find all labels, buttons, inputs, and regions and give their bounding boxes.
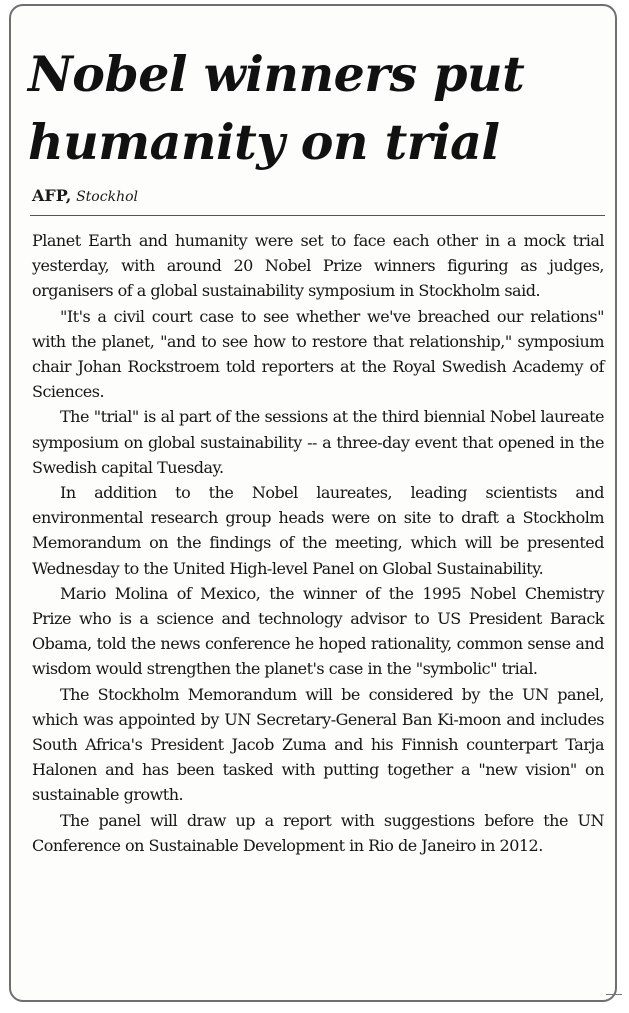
paragraph: The Stockholm Memorandum will be considered by the UN panel, which was appointed by UN Secretary-General Ban Ki-moon and includes South Africa's President Jacob Zuma and his Finnish counterpart Tarja Halonen and has been tasked with putting together a "new vision" on sustainable growth. bbox=[32, 684, 604, 805]
paragraph: Mario Molina of Mexico, the winner of the 1995 Nobel Chemistry Prize who is a science and technology advisor to US President Barack Obama, told the news conference he hoped rationality, common sense and wisdom would strengthen the planet's case in the "symbolic" trial. bbox=[32, 583, 604, 679]
paragraph: In addition to the Nobel laureates, leading scientists and environmental research group heads were on site to draft a Stockholm Memorandum on the findings of the meeting, which will be presented Wednesday to the United High-level Panel on Global Sustainability. bbox=[32, 483, 604, 578]
corner-mark bbox=[606, 994, 622, 995]
paragraph: Planet Earth and humanity were set to face each other in a mock trial yesterday, with around 20 Nobel Prize winners figuring as judges, organisers of a global sustainability symposium in Stockholm said. bbox=[32, 231, 604, 301]
byline bbox=[32, 186, 138, 205]
headline-line-2: humanity on trial bbox=[28, 113, 500, 171]
paragraph: The "trial" is al part of the sessions at the third biennial Nobel laureate symposium on global sustainability -- a three-day event that opened in the Swedish capital Tuesday. bbox=[32, 407, 604, 477]
byline-location: Stockhol bbox=[76, 189, 138, 205]
paragraph: The panel will draw up a report with suggestions before the UN Conference on Sustainable Development in Rio de Janeiro in 2012. bbox=[32, 810, 604, 855]
headline bbox=[28, 40, 608, 176]
article-body bbox=[32, 228, 604, 858]
headline-line-1: Nobel winners put bbox=[28, 45, 525, 103]
byline-divider bbox=[30, 215, 605, 216]
paragraph: "It's a civil court case to see whether we've breached our relations" with the planet, "and to see how to restore that relationship," symposium chair Johan Rockstroem told reporters at the Royal Swedish Academy of Sciences. bbox=[32, 306, 604, 402]
byline-agency: AFP, bbox=[32, 186, 72, 205]
